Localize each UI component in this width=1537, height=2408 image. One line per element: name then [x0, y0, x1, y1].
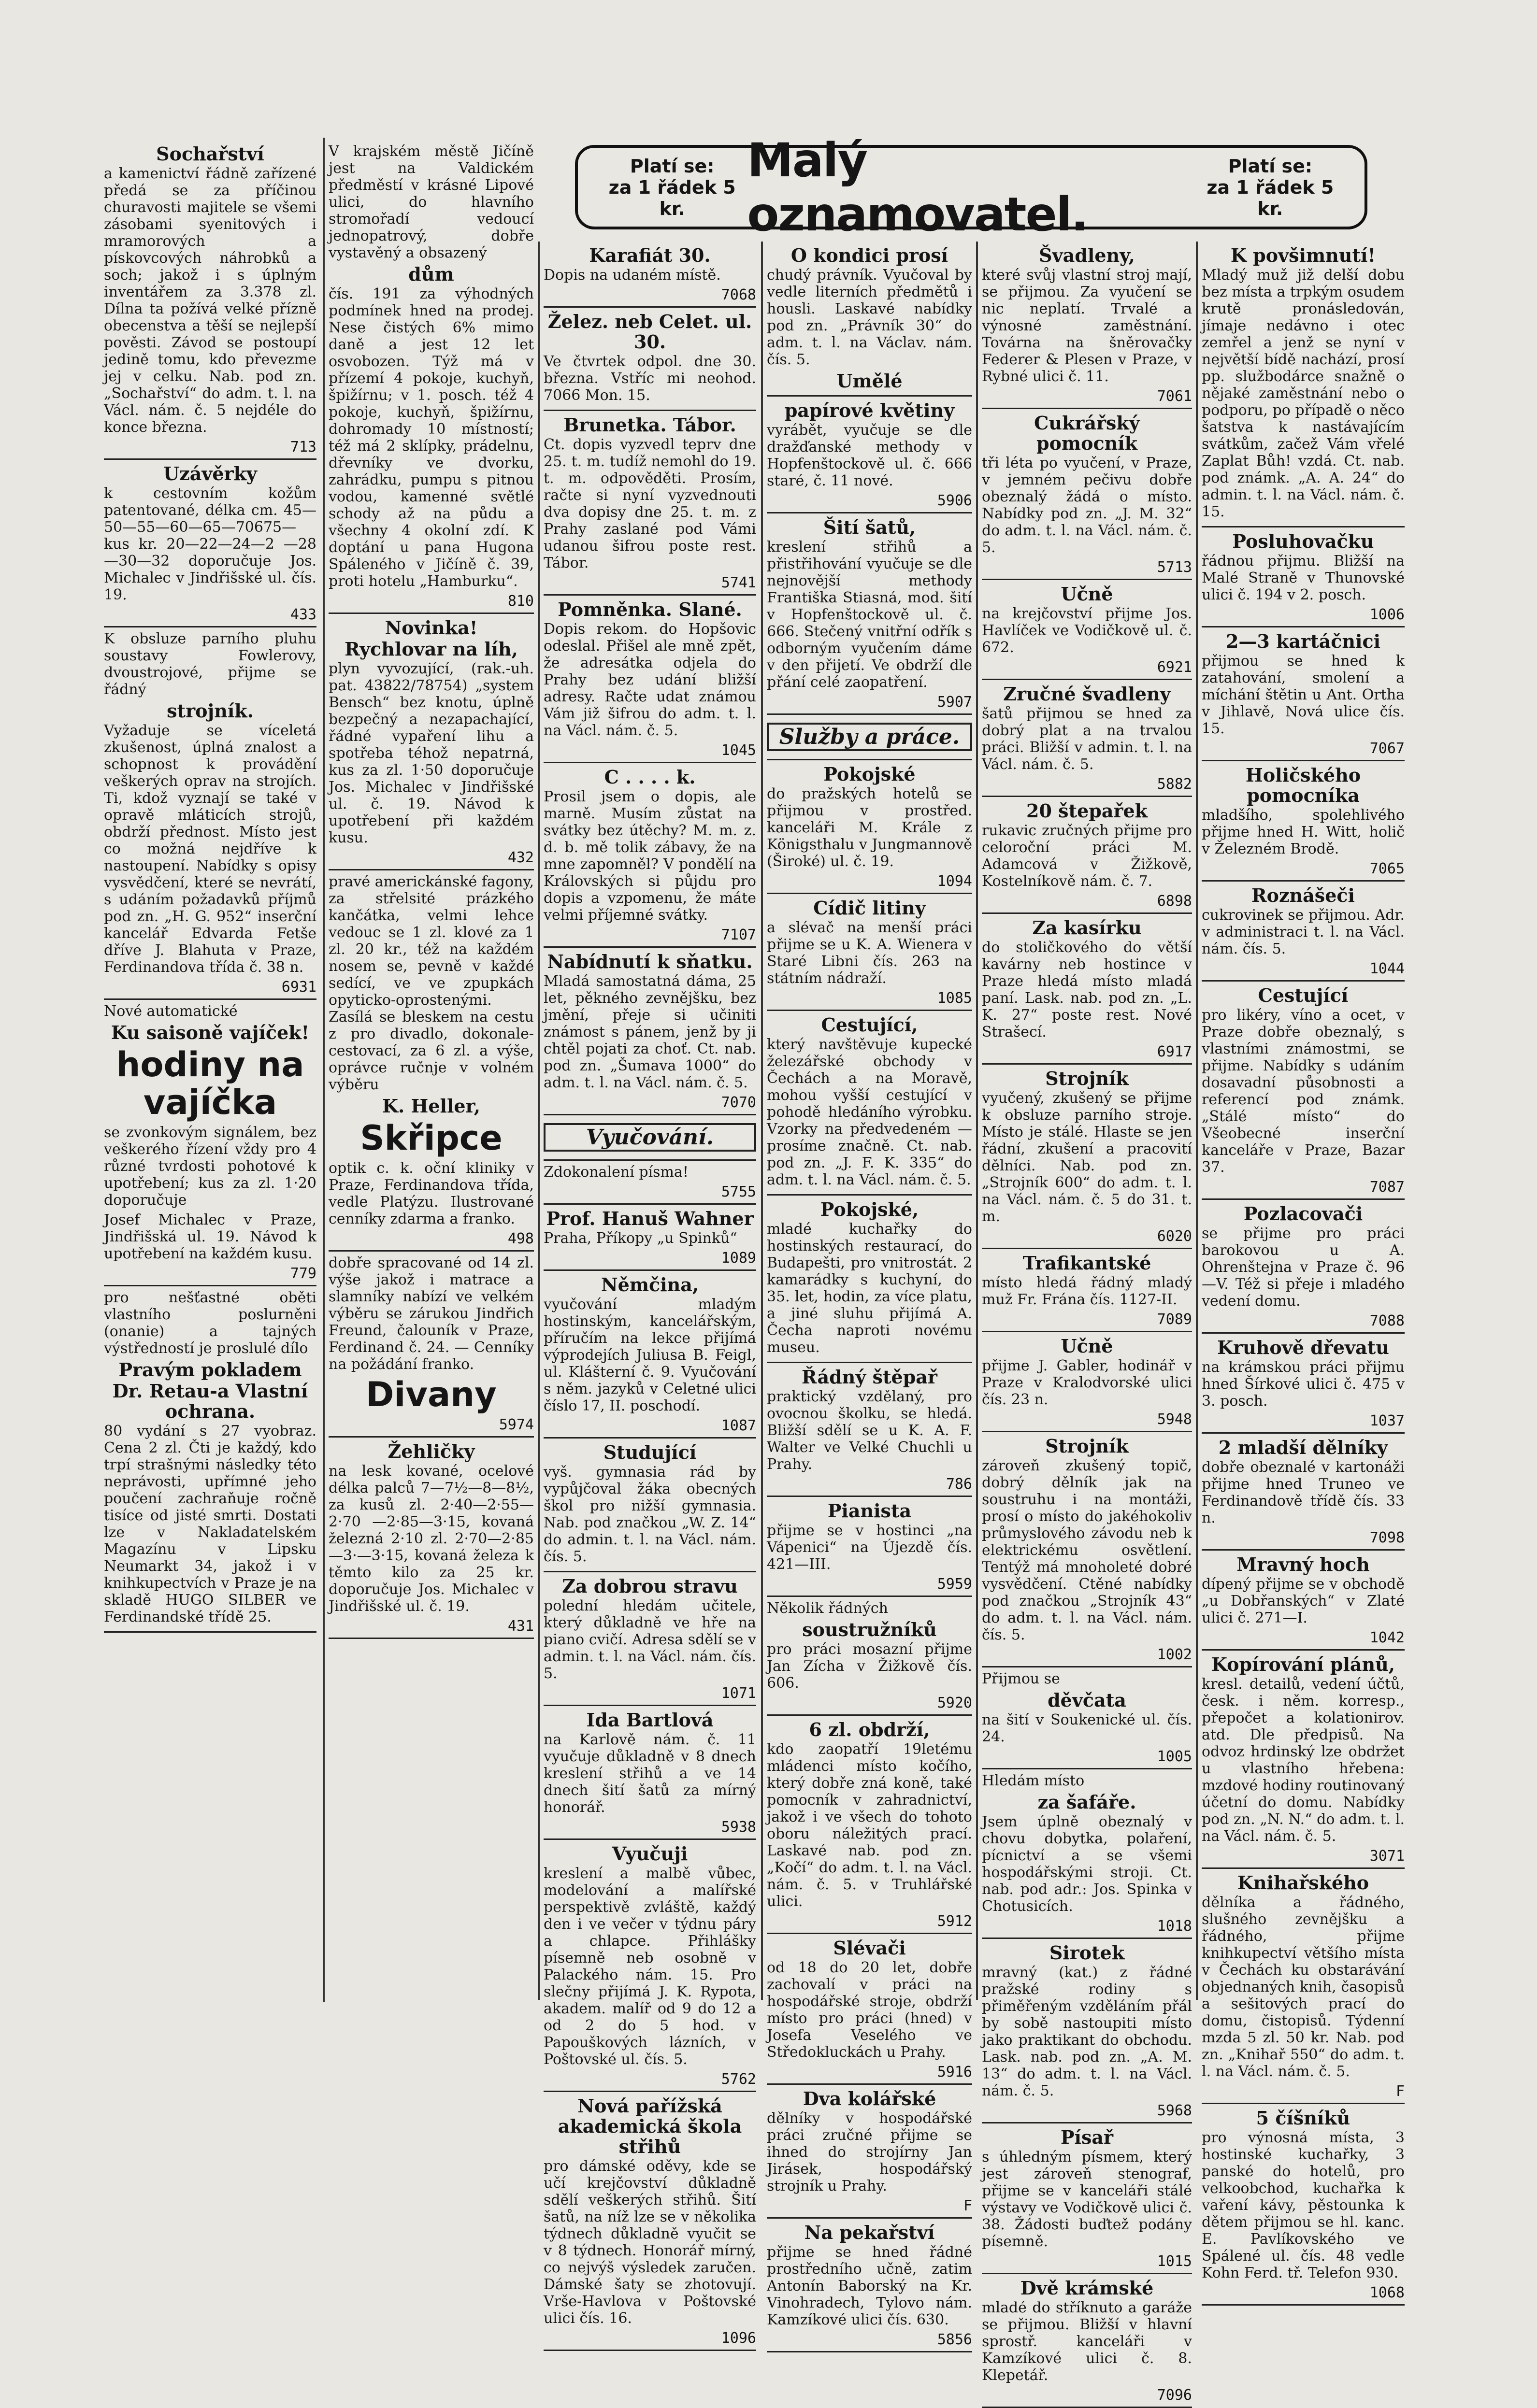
- ad-text: cukrovinek se přijmou. Adr. v administraci t. l. na Václ. nám. čís. 5.: [1202, 907, 1405, 957]
- classified-ad: [767, 1011, 972, 1196]
- ad-heading: O kondici prosí: [790, 244, 948, 266]
- classified-ad: [982, 680, 1192, 797]
- ad-reference-number: 1087: [721, 1417, 756, 1434]
- ad-heading: Učně: [1061, 1335, 1113, 1357]
- classified-ad: [982, 1667, 1192, 1769]
- ad-text: mravný (kat.) z řádné pražské rodiny s přiměřeným vzděláním přál by sobě nastoupiti místo jako praktikant do obchodu. Lask. nab. pod zn. „A. M. 13“ do adm. t. l. na Václ. nám. č. 5.: [982, 1964, 1192, 2099]
- column-3: [544, 242, 756, 2347]
- ad-heading: Brunetka. Tábor.: [563, 414, 736, 436]
- ad-heading: Dva kolářské: [803, 2088, 936, 2109]
- ad-heading: dům: [408, 263, 454, 285]
- column-divider: [976, 242, 978, 2000]
- classified-ad: [544, 1439, 756, 1572]
- ad-reference-number: 7098: [1369, 1529, 1405, 1546]
- ad-heading: Němčina,: [601, 1274, 699, 1296]
- classified-ad: [1202, 1200, 1405, 1334]
- ad-text: a slévač na menší práci přijme se u K. A. Wienera v Staré Libni čís. 263 na státním nádraží.: [767, 919, 972, 987]
- ad-text: Dopis rekom. do Hopšovic odeslal. Přišel ale mně zpět, že adresátka odjela do Prahy bez udání bližší adresy. Račte udat známou Vám již šifrou do adm. t. l. na Václ. nám. č. 5.: [544, 621, 756, 739]
- classified-ad: [982, 409, 1192, 580]
- ad-text: dobře spracované od 14 zl. výše jakož i matrace a slamníky nabízí ve velkém výběru se zárukou Jindřich Freund, čalouník v Praze, Ferdinand č. 24. — Cenníky na požádání franko.: [329, 1254, 534, 1373]
- ad-text: Ct. dopis vyzvedl teprv dne 25. t. m. tudíž nemohl do 19. t. m. odpověděti. Prosím, račte si nyní vyzvednouti dva dopisy dne 25. t. m. z Prahy zaslané pod Vámi udanou šifrou poste rest. Tábor.: [544, 436, 756, 571]
- classified-ad: [329, 870, 534, 1252]
- column-1: [104, 140, 316, 2005]
- ad-reference-number: 6020: [1157, 1228, 1192, 1245]
- ad-reference-number: 1071: [721, 1685, 756, 1702]
- classified-ad: [544, 948, 756, 1115]
- ad-heading: 2—3 kartáčnici: [1225, 630, 1381, 652]
- classified-ad: [544, 411, 756, 596]
- ad-text: od 18 do 20 let, dobře zachovalí v práci na hospodářské stroje, obdrží místo pro práci (hned) v Josefa Veselého ve Středokluckách u Prahy.: [767, 1959, 972, 2061]
- ad-heading: Pravým pokladem: [118, 1359, 302, 1381]
- ad-subheading: Rychlovar na líh,: [345, 638, 518, 660]
- classified-ad: [544, 763, 756, 948]
- column-divider: [761, 242, 763, 2000]
- ad-heading: Trafikantské: [1022, 1252, 1151, 1274]
- ad-reference-number: 5920: [937, 1695, 972, 1711]
- ad-reference-number: 5906: [937, 492, 972, 509]
- ad-reference-number: 786: [946, 1476, 972, 1493]
- ad-heading: Švadleny,: [1039, 244, 1135, 266]
- ad-signature: Josef Michalec v Praze, Jindřišská ul. 19. Návod k upotřebení na každém kusu.: [104, 1211, 316, 1262]
- ad-reference-number: 1094: [937, 873, 972, 890]
- ad-heading: Žehličky: [388, 1440, 475, 1462]
- price-right: [1195, 156, 1345, 219]
- classified-ad: [982, 1065, 1192, 1249]
- ad-reference-number: 5938: [721, 1819, 756, 1836]
- classified-ad: [767, 1934, 972, 2085]
- ad-heading: Studující: [603, 1441, 697, 1463]
- ad-reference-number: 7089: [1157, 1311, 1192, 1328]
- classified-ad: [1202, 1434, 1405, 1551]
- column-4: [767, 242, 972, 2348]
- ad-text: Praha, Příkopy „u Spinků“: [544, 1230, 737, 1247]
- ad-text: pro dámské oděvy, kde se učí krejčovství důkladně sdělí veškerých střihů. Šití šatů, na níž lze se v několika týdnech důkladně vyučit se v 8 týdnech. Honorář mírný, co nejvýš výsledek zaručen. Dámské šaty se zhotovují. Vrše-Havlova v Poštovské ulici čís. 16.: [544, 2158, 756, 2327]
- ad-reference-number: 5856: [937, 2331, 972, 2348]
- ad-heading: Ku saisoně vajíček!: [111, 1022, 310, 1043]
- ad-lead-text: Nové automatické: [104, 1003, 238, 1020]
- ad-reference-number: F: [1395, 2083, 1405, 2100]
- classified-ad: [104, 1286, 316, 1633]
- classified-ad: [982, 1432, 1192, 1667]
- ad-reference-number: 779: [290, 1265, 316, 1282]
- classified-ad: [544, 308, 756, 411]
- page-title: Malý oznamovatel.: [747, 133, 1088, 242]
- ad-text: na lesk kované, ocelové délka palců 7—7½—8—8½, za kusů zl. 2·40—2·55—2·70 —2·85—3·15, kovaná železná 2·10 zl. 2·70—2·85—3·—3·15, kovaná železa k těmto kilo za 25 kr. doporučuje Jos. Michalec v Jindřišské ul. č. 19.: [329, 1463, 534, 1615]
- classified-ad: [544, 1115, 756, 1161]
- ad-heading: 20 štepařek: [1026, 800, 1148, 822]
- ad-text: pro likéry, víno a ocet, v Praze dobře obeznalý, s vlastními známostmi, se přijme. Nabídky s udáním dosavadní působnosti a referencí pod známk. „Stálé místo“ do Všeobecné inserční kanceláře v Praze, Bazar 37.: [1202, 1007, 1405, 1176]
- classified-ad: [1202, 2104, 1405, 2306]
- ad-heading: Mravný hoch: [1236, 1553, 1370, 1575]
- ad-text: a kamenictví řádně zařízené předá se za příčinou churavosti majitele se všemi zásobami syenitových i mramorových a pískovcových náhrobků a soch; jakož i s úplným inventářem za 3.378 zl. Dílna ta požívá velké přízně obecenstva a těší se nejlepší pověsti. Závod se postoupí jedině tomu, kdo převezme jej v celku. Nab. pod zn. „Sochařství“ do adm. t. l. na Václ. nám. č. 5 nejdéle do konce března.: [104, 165, 316, 436]
- classifieds-banner: [575, 133, 1367, 242]
- ad-text: vyučování mladým hostinským, kancelářským, příručím na lekce přijímá výprodejích Juliusa B. Feigl, ul. Klášterní č. 9. Vyučování s něm. jazyků v Celetné ulici číslo 17, II. poschodí.: [544, 1296, 756, 1414]
- ad-reference-number: 7088: [1369, 1312, 1405, 1329]
- ad-text: 80 vydání s 27 vyobraz. Cena 2 zl. Čti je každý, kdo trpí strašnými následky této neprávosti, upřímné jeho poučení zachraňuje ročně tisíce od jisté smrti. Dostati lze v Nakladatelském Magazínu v Lipsku Neumarkt 34, jakož i v knihkupectvích v Praze je na skladě HUGO SILBER ve Ferdinandské třídě 25.: [104, 1423, 316, 1625]
- classified-ad: [767, 715, 972, 760]
- classified-ad: [982, 1769, 1192, 1939]
- classified-ad: [982, 914, 1192, 1065]
- ad-heading: Uzávěrky: [163, 463, 258, 484]
- ad-heading: Kruhově dřevatu: [1217, 1337, 1389, 1358]
- classified-ad: [982, 1332, 1192, 1432]
- ad-heading: papírové květiny: [784, 399, 955, 421]
- ad-text: kresl. detailů, vedení účtů, česk. i něm. korresp., přepočet a kolationirov. atd. Dle předpisů. Na odvoz hrdinský lze obdržet u vlastního hřebena: mzdové hodiny routinovaný účetní do domu. Nabídky pod zn. „N. N.“ do adm. t. l. na Václ. nám. č. 5.: [1202, 1676, 1405, 1845]
- classified-ad: [767, 2219, 972, 2352]
- classified-ad: [544, 1572, 756, 1706]
- ad-reference-number: 1068: [1369, 2284, 1405, 2301]
- section-heading: Vyučování.: [544, 1123, 756, 1152]
- classified-ad: [982, 2274, 1192, 2408]
- classified-ad: [329, 614, 534, 870]
- classified-ad: [767, 1363, 972, 1497]
- ad-heading: Sochařství: [156, 143, 264, 165]
- classified-ad: [767, 894, 972, 1011]
- classified-ad: [982, 797, 1192, 914]
- ad-reference-number: 3071: [1369, 1848, 1405, 1865]
- classified-ad: [1202, 1551, 1405, 1651]
- ad-reference-number: 810: [507, 593, 534, 610]
- section-heading: Služby a práce.: [767, 723, 972, 751]
- ad-reference-number: 6898: [1157, 893, 1192, 910]
- ad-heading: Pokojské: [823, 763, 916, 785]
- ad-reference-number: 431: [507, 1618, 534, 1635]
- classified-ad: [1202, 627, 1405, 761]
- ad-text: zároveň zkušený topič, dobrý dělník jak na soustruhu i na montáži, prosí o místo do jakéhokoliv průmyslového závodu neb k elektrickému osvětlení. Tentýž má mnoholeté dobré vysvědčení. Ctěné nabídky pod značkou „Strojník 43“ do adm. t. l. na Václ. nám. čís. 5.: [982, 1457, 1192, 1643]
- ad-text: s úhledným písmem, který jest zároveň stenograf, přijme se v kanceláři stálé výstavy ve Vodičkově ulici č. 38. Žádosti buďtež podány písemně.: [982, 2149, 1192, 2250]
- ad-reference-number: 7107: [721, 926, 756, 943]
- ad-text: k cestovním kožům patentované, délka cm. 45—50—55—60—65—70675—kus kr. 20—22—24—2 —28 —30—32 doporučuje Jos. Michalec v Jindřišské ul. čís. 19.: [104, 485, 316, 603]
- ad-text: tři léta po vyučení, v Praze, v jemném pečivu dobře obeznalý žádá o místo. Nabídky pod zn. „J. M. 32“ do adm. t. l. na Václ. nám. č. 5.: [982, 455, 1192, 556]
- ad-reference-number: 5959: [937, 1576, 972, 1593]
- ad-text: chudý právník. Vyučoval by vedle literních předmětů i housli. Laskavé nabídky pod zn. „Právník 30“ do adm. t. l. na Václav. nám. čís. 5.: [767, 267, 972, 368]
- ad-reference-number: 7070: [721, 1094, 756, 1111]
- classified-ad: [544, 596, 756, 763]
- ad-text: pro práci mosazní přijme Jan Zícha v Žižkově čís. 606.: [767, 1641, 972, 1692]
- classified-ad: [982, 1939, 1192, 2123]
- classified-ad: [544, 242, 756, 308]
- classified-ad: [767, 1497, 972, 1597]
- ad-heading: Dvě krámské: [1020, 2277, 1154, 2299]
- ad-lead-text: Několik řádných: [767, 1600, 888, 1617]
- ad-heading: Posluhovačku: [1232, 530, 1374, 552]
- ad-text: se přijme pro práci barokovou u A. Ohrenštejna v Praze č. 96—V. Též si přeje i mladého vedení domu.: [1202, 1225, 1405, 1310]
- classified-ad: [767, 242, 972, 397]
- classified-ad: [544, 1840, 756, 2092]
- ad-reference-number: 1002: [1157, 1646, 1192, 1663]
- ad-heading: Šití šatů,: [823, 516, 916, 538]
- ad-text: přijme J. Gabler, hodinář v Praze v Kralodvorské ulici čís. 23 n.: [982, 1357, 1192, 1408]
- classified-ad: [767, 2085, 972, 2219]
- ad-heading: Slévači: [833, 1937, 906, 1959]
- ad-text: mladšího, spolehlivého přijme hned H. Witt, holič v Železném Brodě.: [1202, 807, 1405, 857]
- ad-text: které svůj vlastní stroj mají, se přijmou. Za vyučení se nic neplatí. Trvalé a výnosné zaměstnání. Továrna na šněrovačky Federer & Plesen v Praze, v Rybné ulici č. 11.: [982, 267, 1192, 385]
- classified-ad: [767, 513, 972, 715]
- ad-text: na šití v Soukenické ul. čís. 24.: [982, 1711, 1192, 1745]
- ad-text: čís. 191 za výhodných podmínek hned na prodej. Nese čistých 6% mimo daně a jest 12 let osvobozen. Týž má v přízemí 4 pokoje, kuchyň, špižírnu; v 1. posch. též 4 pokoje, kuchyň, špižírnu, dohromady 10 místností; též má 2 sklípky, prádelnu, dřevníky ve dvorku, zahrádku, pumpu s pitnou vodou, kamenné světlé schody až na půdu a všechny 4 okolní zdí. K doptání u pana Hugona Spáleného v Jičíně č. 39, proti hotelu „Hamburku“.: [329, 285, 534, 590]
- ad-text: mladé do stříknuto a garáže se přijmou. Bližší v hlavní sprostř. kanceláři v Kamzíkové ulici č. 8. Klepetář.: [982, 2299, 1192, 2384]
- ad-heading: K. Heller,: [382, 1095, 481, 1117]
- ad-text: polední hledám učitele, který důkladně ve hře na piano cvičí. Adresa sdělí se v admin. t. l. na Václ. nám. čís. 5.: [544, 1597, 756, 1682]
- ad-text: Ve čtvrtek odpol. dne 30. března. Vstříc mi neohod. 7066 Mon. 15.: [544, 353, 756, 404]
- price-right-line2: za 1 řádek 5 kr.: [1207, 176, 1334, 219]
- ad-heading: Cídič litiny: [813, 897, 926, 919]
- ad-lead-text: pro nešťastné oběti vlastního poslurněni (onanie) a tajných výstředností je proslulé dílo: [104, 1289, 316, 1357]
- ad-text: který navštěvuje kupecké železářské obchody v Čechách a na Moravě, mohou vyšší cestující v pohodě hledáního výrobku. Vzorky na předvedeném — prosíme značně. Ct. nab. pod zn. „J. F. K. 335“ do adm. t. l. na Václ. nám. č. 5.: [767, 1036, 972, 1188]
- ad-text: rukavic zručných přijme pro celoroční práci M. Adamcová v Žižkově, Kostelníkově nám. č. 7.: [982, 822, 1192, 890]
- ad-heading: Vyučuji: [612, 1843, 688, 1865]
- ad-heading: 2 mladší dělníky: [1218, 1437, 1388, 1458]
- ad-text: optik c. k. oční kliniky v Praze, Ferdinandova třída, vedle Platýzu. Ilustrované cenníky zdarma a franko.: [329, 1160, 534, 1227]
- ad-heading: C . . . . k.: [604, 766, 696, 788]
- ad-reference-number: 6921: [1157, 659, 1192, 676]
- ad-reference-number: 1044: [1369, 960, 1405, 977]
- ad-reference-number: 5713: [1157, 559, 1192, 576]
- classified-ad: [767, 1597, 972, 1716]
- ad-lead-text: V krajském městě Jičíně jest na Valdickém předměstí v krásné Lipové ulici, do hlavního stromořadí vedoucí jednopatrový, dobře vystavěný a obsazený: [329, 143, 534, 261]
- ad-reference-number: 433: [290, 606, 316, 623]
- ad-heading: Za kasírku: [1032, 917, 1142, 939]
- ad-heading: Za dobrou stravu: [562, 1575, 738, 1597]
- ad-reference-number: 5974: [499, 1416, 534, 1433]
- ad-heading: Sirotek: [1049, 1942, 1125, 1964]
- classified-ad: [982, 580, 1192, 680]
- ad-text: řádnou přijmu. Bližší na Malé Straně v Thunovské ulici č. 194 v 2. posch.: [1202, 553, 1405, 603]
- ad-heading: Novinka!: [385, 617, 478, 639]
- price-left-line1: Platí se:: [630, 155, 715, 177]
- classified-ad: [1202, 761, 1405, 882]
- ad-reference-number: 1085: [937, 990, 972, 1007]
- classified-ad: [544, 1706, 756, 1840]
- ad-heading: Písař: [1060, 2126, 1114, 2148]
- ad-reference-number: 7096: [1157, 2387, 1192, 2404]
- ad-reference-number: 5762: [721, 2071, 756, 2088]
- classified-ad: [767, 397, 972, 513]
- ad-text: přijme se hned řádné prostředního učně, zatim Antonín Baborský na Kr. Vinohradech, Tylovo nám. Kamzíkové ulici čís. 630.: [767, 2244, 972, 2328]
- ad-text: Mladá samostatná dáma, 25 let, pěkného zevnějšku, bez jmění, přeje si učiniti známost s pánem, jenž by ji chtěl pojati za choť. Ct. nab. pod zn. „Šumava 1000“ do adm. t. l. na Václ. nám. č. 5.: [544, 973, 756, 1091]
- column-divider: [323, 138, 325, 2002]
- ad-heading: Nová pařížská akademická škola střihů: [558, 2095, 742, 2157]
- classified-ad: [1202, 882, 1405, 982]
- ad-text: dípený přijme se v obchodě „u Dobřanských“ v Zlaté ulici č. 271—I.: [1202, 1576, 1405, 1626]
- column-5: [982, 242, 1192, 2404]
- ad-heading: Na pekařství: [804, 2222, 935, 2243]
- ad-text: do pražských hotelů se přijmou v prostřed. kanceláři M. Krále z Königsthalu v Jungmannově (Široké) ul. č. 19.: [767, 785, 972, 870]
- ad-reference-number: 7087: [1369, 1179, 1405, 1196]
- classified-ad: [544, 2092, 756, 2351]
- ad-reference-number: 1042: [1369, 1629, 1405, 1646]
- classified-ad: [544, 1161, 756, 1205]
- ad-subheading: Umělé: [836, 370, 903, 392]
- ad-text: kreslení a malbě vůbec, modelování a malířské perspektivě zvláště, každý den i ve večer v týdnu páry a chlapce. Přihlášky písemně neb osobně v Palackého nám. 15. Pro slečny přijímá J. K. Rypota, akadem. malíř od 9 do 12 a od 2 do 5 hod. v Papouškových lázních, v Poštovské ul. čís. 5.: [544, 1865, 756, 2068]
- ad-heading: Pokojské,: [820, 1198, 919, 1220]
- ad-text: vyučený, zkušený se přijme k obsluze parního stroje. Místo je stálé. Hlaste se jen řádní, zkušení a pracovití dělníci. Nab. pod zn. „Strojník 600“ do adm. t. l. na Václ. nám. č. 5 do 31. t. m.: [982, 1090, 1192, 1225]
- classified-ad: [104, 1000, 316, 1286]
- ad-display-text: Skřipce: [360, 1118, 503, 1158]
- ad-text: Dopis na udaném místě.: [544, 267, 721, 284]
- ad-text: Vyžaduje se víceletá zkušenost, úplná znalost a schopnost k provádění veškerých oprav na strojích. Ti, kdož vyznají se také v opravě mláticích strojů, obdrží přednost. Místo jest co možná nejdříve k nastoupení. Nabídky s opisy vysvědčení, které se nevrátí, s udáním požadavků příjmů pod zn. „H. G. 952“ inserční kancelář Edvarda Fetše dříve J. Blahuta v Praze, Ferdinandova třída č. 38 n.: [104, 722, 316, 976]
- classified-ad: [104, 627, 316, 1000]
- ad-heading: Holičského pomocníka: [1245, 764, 1361, 806]
- ad-reference-number: 6917: [1157, 1043, 1192, 1060]
- classified-ad: [982, 242, 1192, 409]
- ad-reference-number: 1037: [1369, 1412, 1405, 1429]
- ad-reference-number: 1015: [1157, 2253, 1192, 2270]
- ad-heading: Želez. neb Celet. ul. 30.: [547, 311, 752, 353]
- ad-reference-number: 5755: [721, 1183, 756, 1200]
- ad-heading: strojník.: [167, 700, 254, 722]
- ad-heading: 5 číšníků: [1256, 2107, 1350, 2129]
- ad-heading: Karafiát 30.: [589, 244, 711, 266]
- ad-reference-number: 7065: [1369, 860, 1405, 877]
- ad-display-text: Divany: [366, 1375, 497, 1414]
- ad-heading: Řádný štěpař: [802, 1366, 937, 1388]
- ad-text: dobře obeznalé v kartonáži přijme hned Truneo ve Ferdinandově třídě čís. 33 n.: [1202, 1459, 1405, 1526]
- classified-ad: [1202, 1651, 1405, 1869]
- ad-heading: Ida Bartlová: [586, 1709, 714, 1731]
- ad-text: plyn vyvozující, (rak.-uh. pat. 43822/78754) „system Bensch“ bez knotu, úplně bezpečný a nezapachající, řádné vypaření lihu a spotřeba téhož nepatrná, kus za zl. 1·50 doporučuje Jos. Michalec v Jindřišské ul. č. 19. Návod k upotřebení při každém kusu.: [329, 660, 534, 846]
- classified-ad: [767, 1196, 972, 1363]
- ad-display-text: hodiny na vajíčka: [116, 1045, 304, 1122]
- ad-text: praktický vzdělaný, pro ovocnou školku, se hledá. Bližší sdělí se u K. A. F. Walter ve Velké Chuchli u Prahy.: [767, 1388, 972, 1473]
- column-6: [1202, 242, 1405, 2301]
- classified-ad: [329, 1252, 534, 1438]
- ad-reference-number: 498: [507, 1230, 534, 1247]
- ad-reference-number: F: [963, 2197, 972, 2214]
- ad-text: vyš. gymnasia rád by vypůjčoval žáka obecných škol pro nižší gymnasia. Nab. pod značkou „W. Z. 14“ do admin. t. l. na Václ. nám. čís. 5.: [544, 1464, 756, 1565]
- ad-lead-text: Přijmou se: [982, 1670, 1060, 1687]
- classified-ad: [982, 2123, 1192, 2274]
- ad-heading: Strojník: [1045, 1435, 1129, 1457]
- ad-reference-number: 7061: [1157, 388, 1192, 405]
- ad-heading: Učně: [1061, 583, 1113, 605]
- ad-heading: 6 zl. obdrží,: [809, 1719, 930, 1740]
- ad-heading: Nabídnutí k sňatku.: [547, 951, 753, 972]
- ad-text: kreslení střihů a přistřihování vyučuje se dle nejnovější methody Františka Stiasná, mod. šití v Hopfenštockově ul. č. 666. Stečený vnitřní odřík s odborným vyučením dáme v den přijetí. Ve obdrží dle přání celé zaopatření.: [767, 539, 972, 691]
- ad-reference-number: 5916: [937, 2064, 972, 2080]
- ad-heading: K povšimnutí!: [1230, 244, 1376, 266]
- ad-reference-number: 1045: [721, 742, 756, 759]
- ad-text: přijme se v hostinci „na Vápenici“ na Újezdě čís. 421—III.: [767, 1522, 972, 1573]
- ad-text: Mladý muž již delší dobu bez místa a trpkým osudem krutě pronásledován, jímaje nedávno i otec zemřel a jenž se nyní v největší bídě nachází, prosí pp. službodárce snažně o nějaké zaměstnání nebo o podporu, po případě o něco šatstva k nastávajícím svátkům, začež Vám vřelé Zaplat Bůh! vzdá. Ct. nab. pod známk. „A. A. 24“ do admin. t. l. na Václ. nám. č. 15.: [1202, 267, 1405, 520]
- column-2: [329, 140, 534, 2005]
- column-divider: [538, 242, 540, 2000]
- classified-ad: [544, 1205, 756, 1271]
- ad-heading: Cestující,: [821, 1014, 918, 1036]
- ad-lead-text: K obsluze parního pluhu soustavy Fowlerovy, dvoustrojové, přijme se řádný: [104, 630, 316, 698]
- ad-heading: Cukrářský pomocník: [1034, 412, 1140, 454]
- ad-heading: Strojník: [1045, 1068, 1129, 1089]
- ad-text: do stoličkového do větší kavárny neb hostince v Praze hledá místo mladá paní. Lask. nab. pod zn. „L. K. 27“ poste rest. Nové Strašecí.: [982, 939, 1192, 1040]
- classified-ad: [544, 1271, 756, 1439]
- ad-text: Zdokonalení písma!: [544, 1164, 689, 1181]
- ad-reference-number: 5741: [721, 574, 756, 591]
- ad-heading: Prof. Hanuš Wahner: [546, 1208, 754, 1229]
- classified-ad: [767, 760, 972, 894]
- classified-ad: [1202, 1869, 1405, 2104]
- ad-lead-text: Hledám místo: [982, 1772, 1085, 1789]
- ad-text: na Karlově nám. č. 11 vyučuje důkladně v 8 dnech kreslení střihů a ve 14 dnech šití šatů za mírný honorář.: [544, 1731, 756, 1816]
- ad-text: vyrábět, vyučuje se dle dražďanské methody v Hopfenštockově ul. č. 666 staré, č. 11 nové.: [767, 422, 972, 489]
- price-left: [597, 156, 747, 219]
- ad-heading: Zručné švadleny: [1003, 683, 1171, 705]
- ad-text: na krejčovství přijme Jos. Havlíček ve Vodičkově ul. č. 672.: [982, 605, 1192, 656]
- ad-heading: Pozlacovači: [1243, 1203, 1363, 1225]
- classified-ad: [104, 460, 316, 627]
- ad-text: místo hledá řádný mladý muž Fr. Frána čís. 1127-II.: [982, 1274, 1192, 1308]
- column-divider: [1196, 242, 1198, 2000]
- ad-reference-number: 713: [290, 439, 316, 456]
- ad-text: dělníky v hospodářské práci zručné přijme se ihned do strojírny Jan Jirásek, hospodářský strojník u Prahy.: [767, 2110, 972, 2194]
- ad-heading: Roznášeči: [1251, 884, 1355, 906]
- ad-reference-number: 5968: [1157, 2102, 1192, 2119]
- ad-text: šatů přijmou se hned za dobrý plat a na trvalou práci. Bližší v admin. t. l. na Václ. nám. č. 5.: [982, 705, 1192, 773]
- classified-ad: [329, 1438, 534, 1639]
- classified-ad: [767, 1716, 972, 1934]
- ad-reference-number: 7067: [1369, 740, 1405, 757]
- classified-ad: [982, 1249, 1192, 1332]
- ad-heading: Cestující: [1258, 984, 1349, 1006]
- ad-subheading: Dr. Retau-a Vlastní ochrana.: [112, 1380, 308, 1422]
- classified-ad: [104, 140, 316, 460]
- ad-text: na krámskou práci přijmu hned Šírkové ulici č. 475 v 3. posch.: [1202, 1359, 1405, 1410]
- ad-heading: za šafáře.: [1037, 1791, 1136, 1813]
- ad-text: kdo zaopatří 19letému mládenci místo kočího, který dobře zná koně, také pomocník v zahradnictví, jakož i ve všech do tohoto oboru náležitých prací. Laskavé nab. pod zn. „Kočí“ do adm. t. l. na Václ. nám. č. 5. v Truhlářské ulici.: [767, 1741, 972, 1910]
- classified-ad: [1202, 242, 1405, 527]
- ad-reference-number: 5907: [937, 694, 972, 711]
- ad-reference-number: 1006: [1369, 606, 1405, 623]
- ad-text: mladé kuchařky do hostinských restaurací, do Budapešti, pro vnitrostát. 2 kamarádky s kuchyní, do 35. let, hodin, za více platu, a jiné sluhu přijímá A. Čecha naproti novému museu.: [767, 1221, 972, 1356]
- ad-text: přijmou se hned k zatahování, smolení a míchání štětin u Ant. Ortha v Jihlavě, Nová ulice čís. 15.: [1202, 653, 1405, 737]
- price-right-line1: Platí se:: [1228, 155, 1313, 177]
- ad-reference-number: 432: [507, 849, 534, 866]
- ad-heading: Knihařského: [1237, 1872, 1369, 1894]
- ad-lead-text: pravé americkánské fagony, za střelsité prázkého kančátka, velmi lehce vedouc se 1 zl. klové za 1 zl. 20 kr., též na každém nosem se, pevně v každé sedící, ve ve zpupkách opyticko-oprostenými. Zasílá se bleskem na cestu z pro divadlo, dokonale-cestovací, za 6 zl. a výše, oprávce ručnje v volném výběru: [329, 873, 534, 1093]
- ad-text: se zvonkovým signálem, bez veškerého řízení vždy pro 4 různé tvrdosti pohotové k upotřebení; kus za zl. 1·20 doporučuje: [104, 1124, 316, 1209]
- ad-heading: Pomněnka. Slané.: [558, 598, 742, 620]
- ad-heading: Pianista: [827, 1500, 912, 1522]
- classified-ad: [329, 140, 534, 614]
- ad-text: pro výnosná místa, 3 hostinské kuchařky, 3 panské do hotelů, pro velkoobchod, kuchařka k vaření kávy, pěstounka k dětem přijmou se hl. kanc. E. Pavlíkovského ve Spálené ul. čís. 48 vedle Kohn Ferd. tř. Telefon 930.: [1202, 2129, 1405, 2281]
- ad-reference-number: 1018: [1157, 1918, 1192, 1935]
- ad-reference-number: 5912: [937, 1913, 972, 1930]
- ad-text: Jsem úplně obeznalý v chovu dobytka, polaření, pícnictví a se všemi hospodářskými stroji. Ct. nab. pod adr.: Jos. Spinka v Chotusicích.: [982, 1813, 1192, 1915]
- ad-text: dělníka a řádného, slušného zevnějšku a řádného, přijme knihkupectví většího místa v Čechách ku obstarávání objednaných knih, časopisů a sešitových prací do domu, čistopisů. Týdenní mzda 5 zl. 50 kr. Nab. pod zn. „Knihař 550“ do adm. t. l. na Václ. nám. č. 5.: [1202, 1894, 1405, 2080]
- ad-reference-number: 1089: [721, 1250, 756, 1267]
- ad-reference-number: 1096: [721, 2330, 756, 2347]
- ad-heading: Kopírování plánů,: [1211, 1653, 1395, 1675]
- classified-ad: [1202, 1334, 1405, 1434]
- ad-heading: soustružníků: [802, 1619, 937, 1640]
- ad-reference-number: 5948: [1157, 1411, 1192, 1428]
- ad-reference-number: 7068: [721, 286, 756, 303]
- price-left-line2: za 1 řádek 5 kr.: [608, 176, 736, 219]
- ad-text: Prosil jsem o dopis, ale marně. Musím zůstat na svátky bez útěchy? M. m. z. d. b. mě tolik zábavy, že na mne zapomněl? V pondělí na Královských si půjdu pro dopis a vzpomenu, že máte velmi příjemné svátky.: [544, 788, 756, 924]
- classified-ad: [1202, 527, 1405, 627]
- ad-reference-number: 5882: [1157, 776, 1192, 793]
- ad-reference-number: 1005: [1157, 1748, 1192, 1765]
- ad-heading: děvčata: [1048, 1689, 1126, 1711]
- ad-reference-number: 6931: [281, 979, 316, 996]
- classified-ad: [1202, 982, 1405, 1200]
